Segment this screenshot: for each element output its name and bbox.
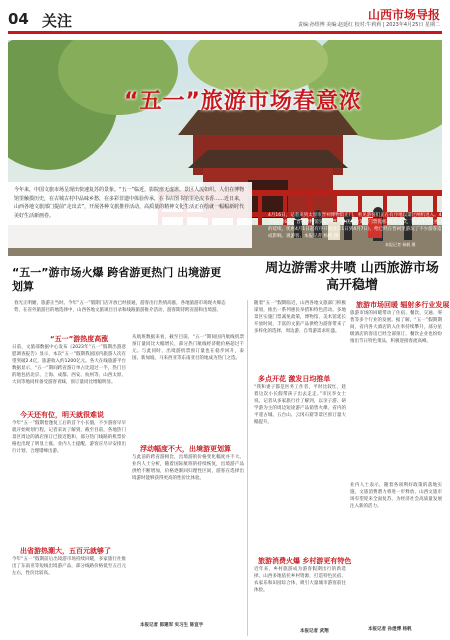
article1-col2-para2: 与此前的跨省游相比，出境游的价格变化幅度并不大。业内人士分析，随着国际航班的持续恢复，出境游产品供给不断增加，价格逐渐回归理性区间，游客在选择出境游时能够获得更高的性价比体验。 [132, 455, 244, 482]
article1-col2-para1: 从航班数据来看，截至目前，“五一”期间国内航线机票预订量同比大幅增长，部分热门航线经济舱价格超过千元。与此同时，出境游机票预订量也在稳步回升，泰国、新加坡、马来西亚等东南亚目的地成为热门之选。 [132, 335, 244, 362]
article2-byline: 本报记者 孙煜博 杨帆 [368, 627, 412, 632]
article1-col1-para2: 今年“五一”假期恰逢复工后的首个小长假，不少游客早早就开始规划行程。记者采访了解到，截至目前，各地热门景区周边的酒店预订已接近饱和，部分热门线路的机票价格也出现了明显上涨。业内人士提醒，游客应尽早安排出行计划，合理错峰出游。 [12, 421, 126, 455]
article1-subhead-3: 出省游热潮大，五百元就够了 [20, 547, 111, 555]
article2-byline-mid: 本报记者 武翔 [300, 629, 329, 634]
article1-col1-para3: 今年“五一”假期前后出境游市场持续回暖，多家旅行社推出了东南亚等短线出境游产品，部分线路价格低至五百元左右，性价比较高。 [12, 557, 126, 577]
article2-subhead-3: 旅游市场回暖 辐射多行业发展 [356, 301, 450, 309]
photo-caption: 4月16日，记者来到太原市晋祠博物馆正门，看见游客们正在有序地以第过闸机进入。4月1日到6日，晋祠博物馆实行门票半价优惠政策，门票优惠30元/人次，随着各市优惠的延续，优惠4月1日起有序开放(4月1日到4月7日)，给已经在晋祠里游玩了不少游客造成影响。观游客，本报记者 杨帆 摄 [268, 213, 442, 239]
article2-col1-para3: 近年来，乡村旅游成为游客假期出行的新选择。山西多地依托乡村资源，打造特色民宿、农家乐和田园综合体，吸引大量城市游客前往体验。 [254, 567, 346, 594]
photo-credit: 本报记者 杨帆 摄 [385, 242, 416, 247]
article1-byline: 本报记者 郎建军 实习生 陈宣宇 [140, 623, 204, 628]
article1-subhead-2: 今天还有位，明天就很难说 [20, 411, 104, 419]
header-rule [8, 31, 442, 34]
article2-col2-para1: 旅游市场的回暖带动了住宿、餐饮、交通、零售等多个行业的发展。据了解，“五一”假期期间，省内各大酒店的入住率持续攀升，部分星级酒店的客房已经全部预订，餐饮企业也纷纷推出节日特色菜品，积极迎接客流高峰。 [350, 311, 442, 345]
article1-headline: “五一”游市场火爆 跨省游更热门 出境游更划算 [12, 266, 222, 293]
issue-meta: 责编:孙煜博 美编:赵延红 校对:牛莉莉 | 2023年4月25日 星期二 [298, 22, 440, 28]
article1-subhead-1: “五一”游热度高涨 [50, 335, 109, 343]
feature-title: “五一”旅游市场春意浓 [124, 89, 362, 114]
article1-col1-para1: 日前，文旅部数据中心发布《2023年“五一”假期出游意愿调查报告》显示，本次“五一”假期我国国内旅游人次有望突破2.4亿，旅游收入约1200亿元。各大在线旅游平台数据显示，“五一”期间跨省游订单占比超过一半，热门目的地包括北京、上海、成都、西安、杭州等，山西太原、大同等地同样备受游客青睐，预订量同比增幅明显。 [12, 345, 126, 386]
article2-col1-para2: “我和妻子都是医务工作者，平时比较忙，趁着这次小长假带孩子出去走走。”市民李女士说。记者从多家旅行社了解到，以亲子游、研学游为主的周边短途游产品销售火爆，省内的平遥古城、五台山、云冈石窟等景区预订量大幅提升。 [254, 385, 346, 426]
article2-col2-para2: 业内人士表示，随着各项利好政策的落地实施，文旅消费潜力将进一步释放，山西文旅市场有望迎来全面复苏，为经济社会高质量发展注入新的活力。 [350, 483, 442, 510]
newspaper-name: 山西市场导报 [367, 8, 440, 22]
section-name: 关注 [42, 12, 73, 30]
article1-lead: 春光正明媚，旅游正当时。今年“五一”假期门店开放已经接通，游客出行热情高涨，各地旅游市场现火爆态势，在省外旅游目的地选择中，山西各地文旅项目目录和线路旅游推介活动，游客期待跨省游和出境游。 [14, 301, 226, 313]
article2-subhead-1: 多点开花 激发日均推单 [258, 375, 331, 383]
article1-subhead-4: 浮动幅度不大，出境游更划算 [140, 445, 231, 453]
page-number: 04 [8, 10, 29, 28]
page-header [0, 0, 450, 44]
article2-col1-para1: 随着“五一”假期临近，山西各地文旅部门积极谋划，推出一系列惠民举措和特色活动。多地景区实施门票减免政策，博物馆、美术馆延长开放时间，丰富的文旅产品供给为游客带来了多样化的选择，周边游、自驾游需求旺盛。 [254, 301, 346, 335]
column-divider [247, 300, 248, 636]
feature-intro: 今年来，中国文旅市场呈现出快速复苏的景象。“五一”临近，影院座无虚席，景区人流如织。人们在博物馆里触摸历史，在古城古村中品味乡愁，在多彩非遗中体验传承，在书店图书馆里逆流书香……近日来，山西各地文旅部门提前“走出去”，开展各种文旅推荐活动，高质量的精神文化生活正在绘就一幅幅新时代美好生活新画卷。 [8, 182, 252, 248]
article2-subhead-2: 旅游消费火爆 乡村游更有特色 [258, 557, 352, 565]
article2-headline: 周边游需求井喷 山西旅游市场高开稳增 [265, 261, 439, 293]
